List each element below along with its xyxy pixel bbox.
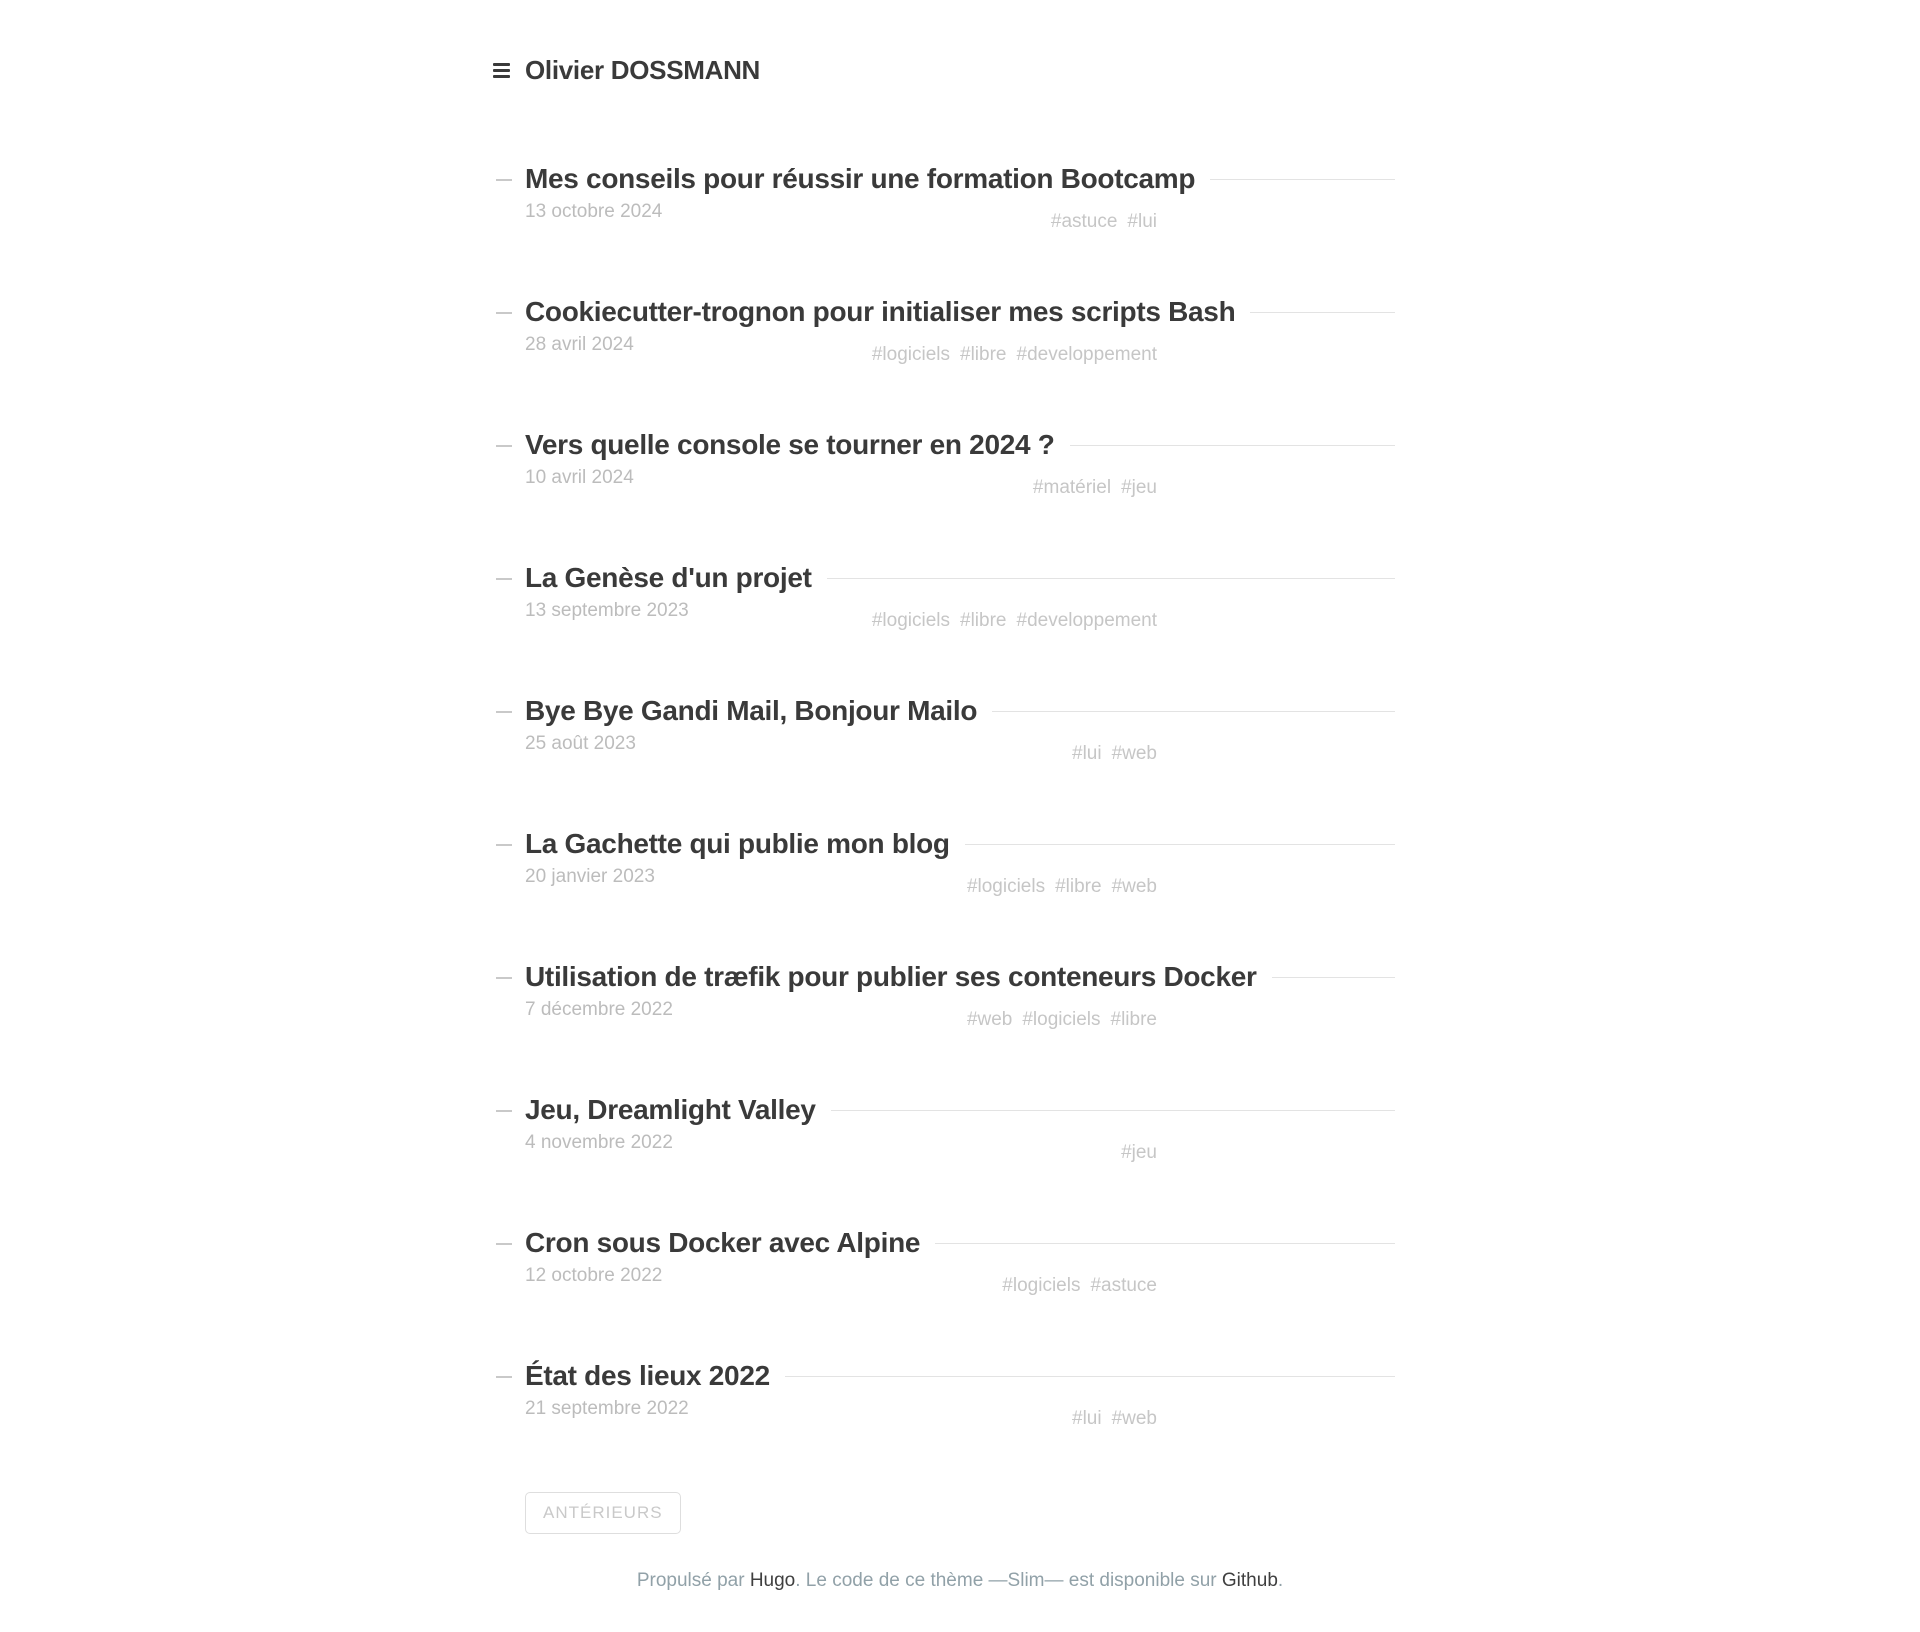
tag-link[interactable]: #libre [960,610,1007,631]
post-date: 7 décembre 2022 [525,999,673,1020]
post-date: 10 avril 2024 [525,467,634,488]
title-dash-line [496,844,512,846]
tag-link[interactable]: #logiciels [966,876,1046,897]
post-item [525,960,1395,1042]
tag-link[interactable]: #jeu [1121,477,1157,498]
post-date: 21 septembre 2022 [525,1398,689,1419]
post-tags [1033,476,1157,500]
title-rule-line [785,1376,1395,1377]
tag-link[interactable]: #web [966,1009,1013,1030]
tag-link[interactable]: #web [1111,743,1157,764]
footer-text-suffix: . [1277,1570,1284,1591]
post-meta [525,200,1395,244]
post-title-link[interactable]: La Genèse d'un projet [525,562,812,593]
tag-link[interactable]: #web [1111,876,1157,897]
post-meta [525,865,1395,909]
post-title-link[interactable]: La Gachette qui publie mon blog [525,828,950,859]
hamburger-bar [493,69,510,72]
hamburger-menu-icon[interactable] [493,63,510,78]
post-item [525,1359,1395,1441]
post-tags [872,343,1157,367]
post-title [525,960,1395,994]
site-header [525,0,1395,86]
title-dash-line [496,578,512,580]
post-meta [525,333,1395,377]
hamburger-bar [493,63,510,66]
tag-link[interactable]: #astuce [1050,211,1118,232]
footer-credits [0,1569,1920,1625]
post-date: 12 octobre 2022 [525,1265,663,1286]
title-dash-line [496,1110,512,1112]
post-item [525,162,1395,244]
post-tags [872,609,1157,633]
post-title-link[interactable]: État des lieux 2022 [525,1360,770,1391]
post-item [525,1226,1395,1308]
tag-link[interactable]: #logiciels [1022,1009,1101,1030]
post-tags [1002,1274,1157,1298]
tag-link[interactable]: #libre [960,344,1007,365]
site-title-link[interactable]: Olivier DOSSMANN [525,55,761,85]
post-title-link[interactable]: Mes conseils pour réussir une formation Bootcamp [525,163,1196,194]
title-dash-line [496,977,512,979]
post-date: 13 septembre 2023 [525,600,689,621]
post-title [525,561,1395,595]
tag-link[interactable]: #matériel [1032,477,1112,498]
post-title [525,1359,1395,1393]
post-meta [525,599,1395,643]
older-posts-button[interactable]: ANTÉRIEURS [525,1492,681,1534]
post-date: 13 octobre 2024 [525,201,663,222]
post-date: 25 août 2023 [525,733,636,754]
post-meta [525,1397,1395,1441]
post-item [525,428,1395,510]
post-title-link[interactable]: Jeu, Dreamlight Valley [525,1094,816,1125]
hugo-link[interactable]: Hugo [749,1570,796,1591]
tag-link[interactable]: #logiciels [871,344,951,365]
title-rule-line [935,1243,1395,1244]
post-meta [525,1131,1395,1175]
post-tags [1072,742,1157,766]
tag-link[interactable]: #lui [1072,1408,1102,1429]
title-dash-line [496,445,512,447]
title-rule-line [965,844,1395,845]
post-tags [967,875,1157,899]
post-tags [1051,210,1157,234]
post-tags [1121,1141,1157,1165]
post-title [525,827,1395,861]
post-date: 20 janvier 2023 [525,866,655,887]
title-rule-line [1210,179,1395,180]
post-date: 28 avril 2024 [525,334,634,355]
post-item [525,694,1395,776]
post-tags [967,1008,1157,1032]
post-title [525,1093,1395,1127]
post-title-link[interactable]: Cookiecutter-trognon pour initialiser mes scripts Bash [525,296,1236,327]
title-dash-line [496,1243,512,1245]
post-title-link[interactable]: Cron sous Docker avec Alpine [525,1227,921,1258]
tag-link[interactable]: #logiciels [871,610,951,631]
footer-text-prefix: Propulsé par [636,1570,750,1591]
post-title [525,162,1395,196]
tag-link[interactable]: #developpement [1016,344,1157,365]
github-link[interactable]: Github [1221,1570,1278,1591]
tag-link[interactable]: #jeu [1121,1142,1157,1163]
post-item [525,1093,1395,1175]
posts-list [525,162,1395,1441]
post-title [525,428,1395,462]
tag-link[interactable]: #logiciels [1002,1275,1081,1296]
title-rule-line [1272,977,1395,978]
title-dash-line [496,312,512,314]
title-rule-line [1250,312,1395,313]
post-title-link[interactable]: Bye Bye Gandi Mail, Bonjour Mailo [525,695,978,726]
title-rule-line [827,578,1395,579]
tag-link[interactable]: #lui [1127,211,1157,232]
tag-link[interactable]: #developpement [1016,610,1157,631]
post-item [525,827,1395,909]
hamburger-bar [493,75,510,78]
tag-link[interactable]: #lui [1072,743,1102,764]
post-meta [525,466,1395,510]
post-title [525,694,1395,728]
page-container [525,0,1395,1534]
post-date: 4 novembre 2022 [525,1132,673,1153]
title-dash-line [496,1376,512,1378]
post-meta [525,732,1395,776]
post-title [525,295,1395,329]
tag-link[interactable]: #libre [1055,876,1102,897]
footer-text-middle: . Le code de ce thème —Slim— est disponible sur [795,1570,1222,1591]
title-dash-line [496,179,512,181]
post-title-link[interactable]: Utilisation de træfik pour publier ses conteneurs Docker [525,961,1257,992]
tag-link[interactable]: #libre [1110,1009,1157,1030]
post-tags [1072,1407,1157,1431]
post-item [525,561,1395,643]
title-dash-line [496,711,512,713]
post-title-link[interactable]: Vers quelle console se tourner en 2024 ? [525,429,1055,460]
post-item [525,295,1395,377]
post-meta [525,998,1395,1042]
post-title [525,1226,1395,1260]
title-rule-line [992,711,1395,712]
tag-link[interactable]: #web [1111,1408,1157,1429]
title-rule-line [1070,445,1395,446]
tag-link[interactable]: #astuce [1090,1275,1157,1296]
post-meta [525,1264,1395,1308]
pagination [525,1492,1395,1534]
title-rule-line [831,1110,1395,1111]
